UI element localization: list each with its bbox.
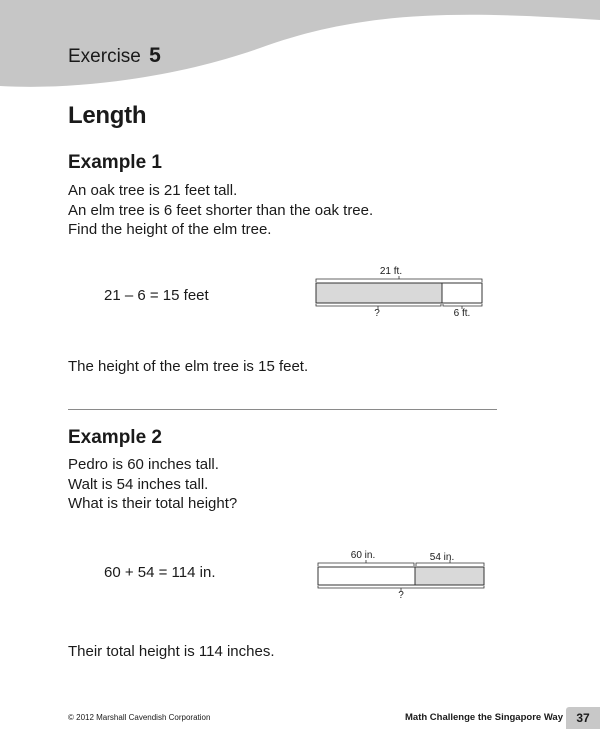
example-2-bar-model bbox=[312, 545, 492, 601]
problem-line: Find the height of the elm tree. bbox=[68, 221, 272, 238]
example-1-heading: Example 1 bbox=[68, 152, 162, 173]
example-2-problem bbox=[68, 455, 237, 514]
exercise-label: Exercise bbox=[68, 46, 141, 67]
example-1-bar-model bbox=[310, 262, 490, 320]
bar-segment-part-2 bbox=[415, 567, 484, 585]
bar-segment-known bbox=[442, 283, 482, 303]
section-divider bbox=[68, 409, 497, 410]
example-1-equation: 21 – 6 = 15 feet bbox=[104, 287, 209, 304]
bottom-label: ? bbox=[398, 590, 404, 601]
example-1-answer: The height of the elm tree is 15 feet. bbox=[68, 358, 309, 375]
example-2-answer: Their total height is 114 inches. bbox=[68, 643, 275, 660]
top-left-label: 60 in. bbox=[350, 550, 376, 561]
problem-line: Walt is 54 inches tall. bbox=[68, 475, 209, 493]
copyright-notice: © 2012 Marshall Cavendish Corporation bbox=[68, 713, 211, 722]
page-title: Length bbox=[68, 102, 147, 129]
problem-line: An elm tree is 6 feet shorter than the oak tree. bbox=[68, 201, 374, 219]
page-number: 37 bbox=[566, 707, 600, 729]
problem-line: An oak tree is 21 feet tall. bbox=[68, 182, 238, 199]
example-2-equation: 60 + 54 = 114 in. bbox=[104, 564, 216, 581]
bar-segment-part-1 bbox=[318, 567, 415, 585]
problem-line: What is their total height? bbox=[68, 495, 238, 512]
bar-segment-unknown bbox=[316, 283, 442, 303]
bottom-right-label: 6 ft. bbox=[453, 308, 471, 319]
example-2-heading: Example 2 bbox=[68, 427, 162, 448]
problem-line: Pedro is 60 inches tall. bbox=[68, 456, 219, 473]
top-right-label: 54 in. bbox=[429, 552, 455, 563]
exercise-number: 5 bbox=[149, 44, 161, 67]
exercise-title bbox=[68, 44, 161, 68]
bottom-left-label: ? bbox=[374, 308, 380, 319]
example-1-problem bbox=[68, 181, 373, 240]
top-label: 21 ft. bbox=[379, 266, 403, 277]
book-title: Math Challenge the Singapore Way bbox=[405, 712, 564, 723]
